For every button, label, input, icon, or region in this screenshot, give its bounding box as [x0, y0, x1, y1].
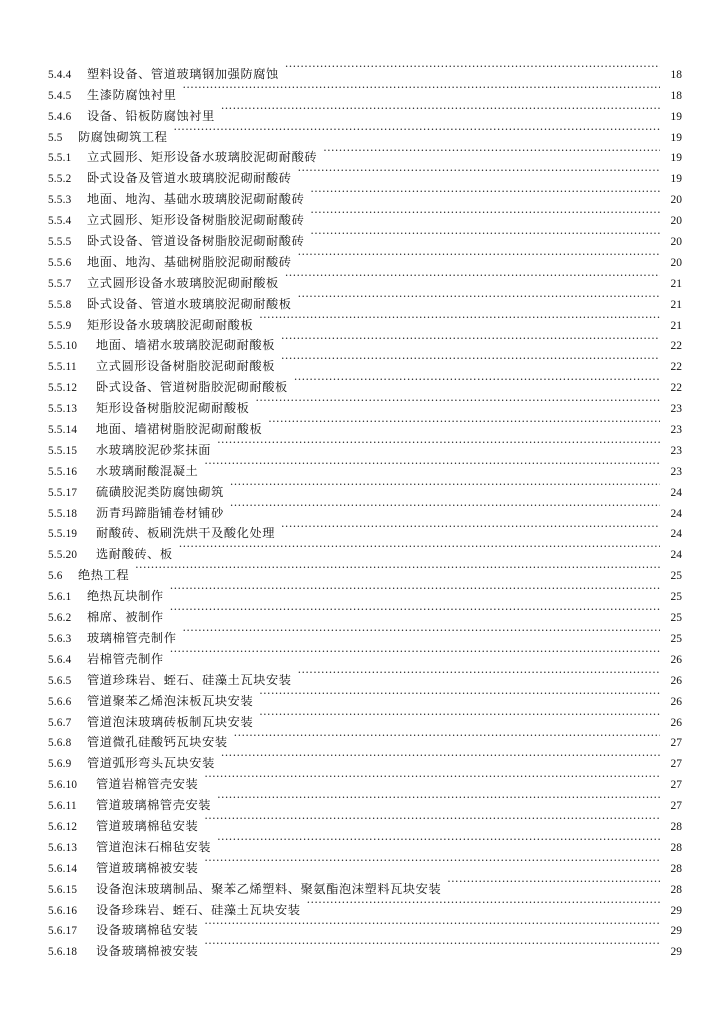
toc-entry-number: 5.6.4 [48, 653, 72, 666]
toc-entry-number: 5.6.6 [48, 695, 72, 708]
toc-leader-dots [221, 746, 660, 767]
toc-entry-title: 管道聚苯乙烯泡沫板瓦块安装 [87, 693, 254, 708]
toc-entry-number: 5.4.5 [48, 89, 72, 102]
toc-entry-page: 25 [670, 632, 682, 645]
toc-entry-page: 18 [670, 68, 682, 81]
toc-entry-page: 25 [670, 612, 682, 625]
toc-entry-title: 立式圆形设备树脂胶泥砌耐酸板 [96, 359, 276, 374]
toc-entry-number: 5.5.17 [48, 486, 78, 499]
toc-entry-number: 5.5.20 [48, 549, 78, 562]
toc-entry-page: 20 [670, 215, 682, 228]
toc-leader-dots [285, 57, 660, 78]
toc-entry-page: 27 [670, 779, 682, 792]
toc-entry-number: 5.6.10 [48, 779, 78, 792]
toc-leader-dots [170, 600, 660, 621]
toc-entry-title: 绝热工程 [78, 568, 130, 583]
toc-leader-dots [255, 391, 660, 412]
toc-leader-dots [204, 851, 660, 872]
toc-entry-number: 5.5.12 [48, 382, 78, 395]
toc-entry-title: 设备玻璃棉毡安装 [96, 923, 199, 938]
toc-entry-page: 18 [670, 89, 682, 102]
toc-entry-number: 5.6.1 [48, 591, 72, 604]
toc-entry-page: 25 [670, 591, 682, 604]
toc-entry-page: 22 [670, 340, 682, 353]
toc-entry-number: 5.6.8 [48, 737, 72, 750]
toc-leader-dots [285, 266, 660, 287]
toc-entry-page: 26 [670, 653, 682, 666]
toc-entry-number: 5.5.1 [48, 152, 72, 165]
table-of-contents [48, 57, 682, 959]
toc-entry-page: 29 [670, 946, 682, 959]
toc-entry-title: 管道微孔硅酸钙瓦块安装 [87, 735, 228, 750]
toc-entry-number: 5.6.18 [48, 946, 78, 959]
toc-entry-title: 矩形设备树脂胶泥砌耐酸板 [96, 401, 250, 416]
toc-entry-title: 棉席、被制作 [87, 610, 164, 625]
toc-entry-page: 23 [670, 424, 682, 437]
toc-entry-number: 5.5.13 [48, 403, 78, 416]
toc-entry-number: 5.6.9 [48, 758, 72, 771]
toc-leader-dots [310, 203, 660, 224]
toc-entry-number: 5.6.16 [48, 904, 78, 917]
toc-entry-title: 绝热瓦块制作 [87, 589, 164, 604]
toc-entry-page: 24 [670, 549, 682, 562]
toc-entry-page: 23 [670, 403, 682, 416]
toc-entry [48, 57, 682, 81]
toc-entry-title: 卧式设备、管道树脂胶泥砌耐酸板 [96, 380, 288, 395]
toc-entry-number: 5.5.9 [48, 319, 72, 332]
toc-entry-title: 设备泡沫玻璃制品、聚苯乙烯塑料、聚氨酯泡沫塑料瓦块安装 [96, 881, 442, 896]
toc-leader-dots [310, 182, 660, 203]
toc-entry-number: 5.6.11 [48, 800, 77, 813]
toc-entry-number: 5.5.15 [48, 444, 78, 457]
toc-leader-dots [323, 141, 660, 162]
toc-entry-title: 管道珍珠岩、蛭石、硅藻土瓦块安装 [87, 672, 292, 687]
toc-entry-page: 24 [670, 528, 682, 541]
toc-entry-title: 卧式设备、管道设备树脂胶泥砌耐酸砖 [87, 234, 305, 249]
toc-leader-dots [234, 726, 660, 747]
toc-leader-dots [135, 558, 660, 579]
toc-leader-dots [298, 245, 660, 266]
toc-entry-page: 27 [670, 758, 682, 771]
toc-entry-number: 5.6.7 [48, 716, 72, 729]
toc-leader-dots [259, 705, 660, 726]
toc-entry-page: 29 [670, 904, 682, 917]
toc-entry-title: 硫磺胶泥类防腐蚀砌筑 [96, 484, 224, 499]
toc-leader-dots [204, 914, 660, 935]
toc-leader-dots [298, 663, 660, 684]
toc-leader-dots [183, 621, 660, 642]
toc-entry-title: 管道玻璃棉管壳安装 [96, 798, 212, 813]
toc-entry-page: 20 [670, 194, 682, 207]
toc-leader-dots [259, 308, 660, 329]
toc-leader-dots [204, 454, 660, 475]
toc-entry-page: 28 [670, 883, 682, 896]
toc-entry-number: 5.5 [48, 131, 63, 144]
toc-entry-number: 5.5.5 [48, 236, 72, 249]
toc-entry-title: 岩棉管壳制作 [87, 651, 164, 666]
toc-entry-page: 23 [670, 444, 682, 457]
toc-entry-page: 27 [670, 737, 682, 750]
toc-entry-title: 地面、墙裙树脂胶泥砌耐酸板 [96, 422, 263, 437]
toc-leader-dots [281, 517, 660, 538]
toc-entry-title: 设备珍珠岩、蛭石、硅藻土瓦块安装 [96, 902, 301, 917]
toc-entry-page: 28 [670, 841, 682, 854]
toc-leader-dots [298, 287, 660, 308]
toc-entry-title: 管道泡沫玻璃砖板制瓦块安装 [87, 714, 254, 729]
toc-leader-dots [307, 893, 660, 914]
toc-entry-number: 5.6.15 [48, 883, 78, 896]
toc-leader-dots [179, 537, 660, 558]
toc-entry-number: 5.5.18 [48, 507, 78, 520]
toc-leader-dots [183, 78, 660, 99]
toc-entry-title: 设备、铅板防腐蚀衬里 [87, 108, 215, 123]
toc-entry-page: 21 [670, 298, 682, 311]
toc-entry-title: 矩形设备水玻璃胶泥砌耐酸板 [87, 317, 254, 332]
toc-entry-page: 19 [670, 131, 682, 144]
toc-entry-number: 5.5.7 [48, 277, 72, 290]
toc-entry-title: 立式圆形、矩形设备树脂胶泥砌耐酸砖 [87, 213, 305, 228]
toc-leader-dots [230, 496, 660, 517]
toc-entry-title: 管道玻璃棉被安装 [96, 860, 199, 875]
toc-entry-number: 5.6.13 [48, 841, 78, 854]
toc-entry-page: 25 [670, 570, 682, 583]
toc-leader-dots [281, 349, 660, 370]
toc-entry-number: 5.5.11 [48, 361, 77, 374]
toc-entry-page: 23 [670, 465, 682, 478]
toc-entry-page: 26 [670, 674, 682, 687]
toc-leader-dots [174, 120, 660, 141]
toc-entry-number: 5.6.12 [48, 820, 78, 833]
toc-entry-title: 地面、地沟、基础水玻璃胶泥砌耐酸砖 [87, 192, 305, 207]
toc-entry-number: 5.5.4 [48, 215, 72, 228]
toc-entry-number: 5.6.14 [48, 862, 78, 875]
toc-leader-dots [294, 370, 660, 391]
toc-leader-dots [217, 433, 660, 454]
toc-entry-page: 21 [670, 277, 682, 290]
toc-entry-title: 沥青玛蹄脂铺卷材铺砂 [96, 505, 224, 520]
toc-entry-page: 20 [670, 256, 682, 269]
toc-entry-page: 21 [670, 319, 682, 332]
toc-entry-page: 19 [670, 110, 682, 123]
toc-entry-title: 塑料设备、管道玻璃钢加强防腐蚀 [87, 66, 279, 81]
toc-leader-dots [204, 767, 660, 788]
toc-entry-page: 29 [670, 925, 682, 938]
toc-entry-page: 22 [670, 382, 682, 395]
toc-entry-number: 5.5.16 [48, 465, 78, 478]
toc-entry-title: 水玻璃耐酸混凝土 [96, 463, 199, 478]
toc-entry-title: 立式圆形、矩形设备水玻璃胶泥砌耐酸砖 [87, 150, 318, 165]
toc-entry-page: 27 [670, 800, 682, 813]
toc-leader-dots [170, 579, 660, 600]
toc-entry-number: 5.5.10 [48, 340, 78, 353]
toc-entry-number: 5.5.8 [48, 298, 72, 311]
toc-leader-dots [204, 934, 660, 955]
toc-entry-page: 26 [670, 716, 682, 729]
toc-entry-title: 选耐酸砖、板 [96, 547, 173, 562]
toc-entry-page: 19 [670, 152, 682, 165]
toc-entry-number: 5.6.5 [48, 674, 72, 687]
toc-leader-dots [259, 684, 660, 705]
toc-leader-dots [310, 224, 660, 245]
toc-entry-title: 卧式设备、管道水玻璃胶泥砌耐酸板 [87, 296, 292, 311]
toc-entry-title: 玻璃棉管壳制作 [87, 630, 177, 645]
toc-entry-page: 19 [670, 173, 682, 186]
toc-entry-page: 20 [670, 236, 682, 249]
toc-entry-title: 管道弧形弯头瓦块安装 [87, 756, 215, 771]
toc-entry-title: 水玻璃胶泥砂浆抹面 [96, 442, 212, 457]
toc-leader-dots [170, 642, 660, 663]
toc-leader-dots [268, 412, 660, 433]
toc-entry [48, 558, 682, 583]
toc-entry [48, 579, 682, 604]
toc-entry-title: 设备玻璃棉被安装 [96, 944, 199, 959]
toc-entry-number: 5.6.2 [48, 612, 72, 625]
toc-entry-title: 防腐蚀砌筑工程 [78, 129, 168, 144]
toc-entry-number: 5.4.6 [48, 110, 72, 123]
toc-entry-title: 地面、墙裙水玻璃胶泥砌耐酸板 [96, 338, 276, 353]
toc-entry-number: 5.6 [48, 570, 63, 583]
toc-entry-number: 5.4.4 [48, 68, 72, 81]
toc-entry-title: 耐酸砖、板刷洗烘干及酸化处理 [96, 526, 276, 541]
toc-entry-number: 5.5.3 [48, 194, 72, 207]
toc-entry-number: 5.5.6 [48, 256, 72, 269]
toc-leader-dots [447, 872, 660, 893]
toc-entry-page: 26 [670, 695, 682, 708]
toc-entry-page: 24 [670, 507, 682, 520]
toc-entry-number: 5.5.19 [48, 528, 78, 541]
toc-entry-title: 生漆防腐蚀衬里 [87, 87, 177, 102]
toc-entry-title: 地面、地沟、基础树脂胶泥砌耐酸砖 [87, 254, 292, 269]
toc-leader-dots [217, 788, 660, 809]
toc-entry-page: 28 [670, 820, 682, 833]
toc-leader-dots [230, 475, 660, 496]
toc-leader-dots [281, 329, 660, 350]
toc-entry-title: 管道玻璃棉毡安装 [96, 818, 199, 833]
toc-leader-dots [204, 809, 660, 830]
toc-leader-dots [298, 161, 660, 182]
toc-entry-title: 管道岩棉管壳安装 [96, 777, 199, 792]
toc-entry-number: 5.5.2 [48, 173, 72, 186]
toc-entry-number: 5.5.14 [48, 424, 78, 437]
toc-entry-page: 22 [670, 361, 682, 374]
toc-leader-dots [217, 830, 660, 851]
toc-leader-dots [221, 99, 660, 120]
toc-entry-title: 卧式设备及管道水玻璃胶泥砌耐酸砖 [87, 171, 292, 186]
toc-entry-page: 28 [670, 862, 682, 875]
toc-entry-page: 24 [670, 486, 682, 499]
toc-entry-number: 5.6.17 [48, 925, 78, 938]
toc-entry-number: 5.6.3 [48, 632, 72, 645]
toc-entry-title: 立式圆形设备水玻璃胶泥砌耐酸板 [87, 275, 279, 290]
toc-entry-title: 管道泡沫石棉毡安装 [96, 839, 212, 854]
